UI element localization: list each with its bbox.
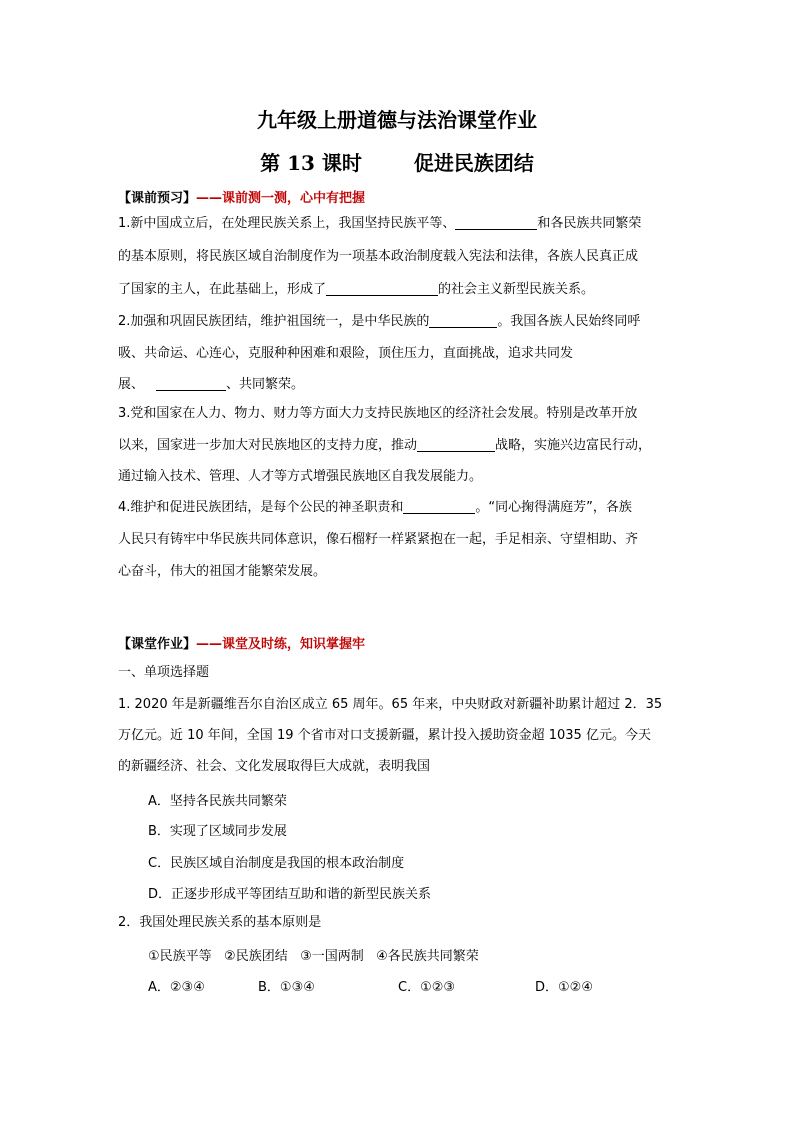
section-title: 一、单项选择题	[118, 665, 210, 680]
q2-statements: ①民族平等 ②民族团结 ③一国两制 ④各民族共同繁荣	[148, 949, 479, 964]
fill-blank[interactable]	[455, 214, 537, 230]
q2-option-c[interactable]: C．①②③	[398, 980, 456, 995]
preview-q4-line3: 心奋斗，伟大的祖国才能繁荣发展。	[118, 564, 327, 579]
preview-q2-line2: 吸、共命运、心连心，克服种种困难和艰险，顶住压力，直面挑战，追求共同发	[118, 346, 574, 361]
preview-q4-line2: 人民只有铸牢中华民族共同体意识，像石榴籽一样紧紧抱在一起，手足相亲、守望相助、齐	[118, 532, 639, 547]
q2-options-row	[0, 976, 794, 996]
preview-q1-line2: 的基本原则，将民族区域自治制度作为一项基本政治制度载入宪法和法律，各族人民真正成	[118, 249, 639, 264]
fill-blank[interactable]	[417, 436, 495, 452]
q2-option-d[interactable]: D．①②④	[535, 980, 593, 995]
preview-q1-line3: 了国家的主人，在此基础上，形成了 的社会主义新型民族关系。	[118, 282, 595, 297]
q1-option-a[interactable]: A．坚持各民族共同繁荣	[148, 794, 287, 809]
preview-section-heading	[118, 187, 365, 206]
q1-option-c[interactable]: C．民族区域自治制度是我国的根本政治制度	[148, 856, 405, 871]
q2-stem: 2．我国处理民族关系的基本原则是	[118, 915, 322, 930]
q1-option-d[interactable]: D．正逐步形成平等团结互助和谐的新型民族关系	[148, 887, 432, 902]
preview-q3-line1: 3.党和国家在人力、物力、财力等方面大力支持民族地区的经济社会发展。特别是改革开放	[118, 406, 638, 421]
preview-label: 【课前预习】	[118, 191, 197, 206]
preview-q3-line3: 通过输入技术、管理、人才等方式增强民族地区自我发展能力。	[118, 469, 483, 484]
q2-option-b[interactable]: B．①③④	[258, 980, 315, 995]
fill-blank[interactable]	[403, 498, 475, 514]
preview-slogan: ——课前测一测，心中有把握	[196, 191, 366, 206]
q1-stem-line2: 万亿元。近 10 年间，全国 19 个省市对口支援新疆，累计投入援助资金超 1035 亿元。今天	[118, 728, 651, 743]
classwork-label: 【课堂作业】	[118, 637, 197, 652]
q1-stem-line1: 1. 2020 年是新疆维吾尔自治区成立 65 周年。65 年来，中央财政对新疆补助累计超过 2．35	[118, 697, 663, 712]
preview-q4-line1: 4.维护和促进民族团结，是每个公民的神圣职责和 。“同心掬得满庭芳”，各族	[118, 500, 632, 515]
lesson-topic: 促进民族团结	[413, 151, 534, 175]
fill-blank[interactable]	[429, 312, 497, 328]
fill-blank[interactable]	[156, 375, 226, 391]
lesson-heading	[0, 147, 794, 176]
fill-blank[interactable]	[326, 280, 438, 296]
worksheet-title: 九年级上册道德与法治课堂作业	[257, 108, 537, 132]
preview-q2-line1: 2.加强和巩固民族团结，维护祖国统一，是中华民族的 。我国各族人民始终同呼	[118, 314, 641, 329]
preview-q3-line2: 以来，国家进一步加大对民族地区的支持力度，推动 战略，实施兴边富民行动，	[118, 438, 652, 453]
q1-option-b[interactable]: B．实现了区域同步发展	[148, 824, 287, 839]
preview-q2-line3: 展、 、共同繁荣。	[118, 377, 305, 392]
lesson-number: 第 13 课时	[260, 151, 362, 175]
q2-option-a[interactable]: A．②③④	[148, 980, 205, 995]
classwork-section-heading	[118, 633, 365, 652]
q1-stem-line3: 的新疆经济、社会、文化发展取得巨大成就，表明我国	[118, 759, 431, 774]
classwork-slogan: ——课堂及时练，知识掌握牢	[196, 637, 366, 652]
preview-q1-line1: 1.新中国成立后，在处理民族关系上，我国坚持民族平等、 和各民族共同繁荣	[118, 216, 642, 231]
